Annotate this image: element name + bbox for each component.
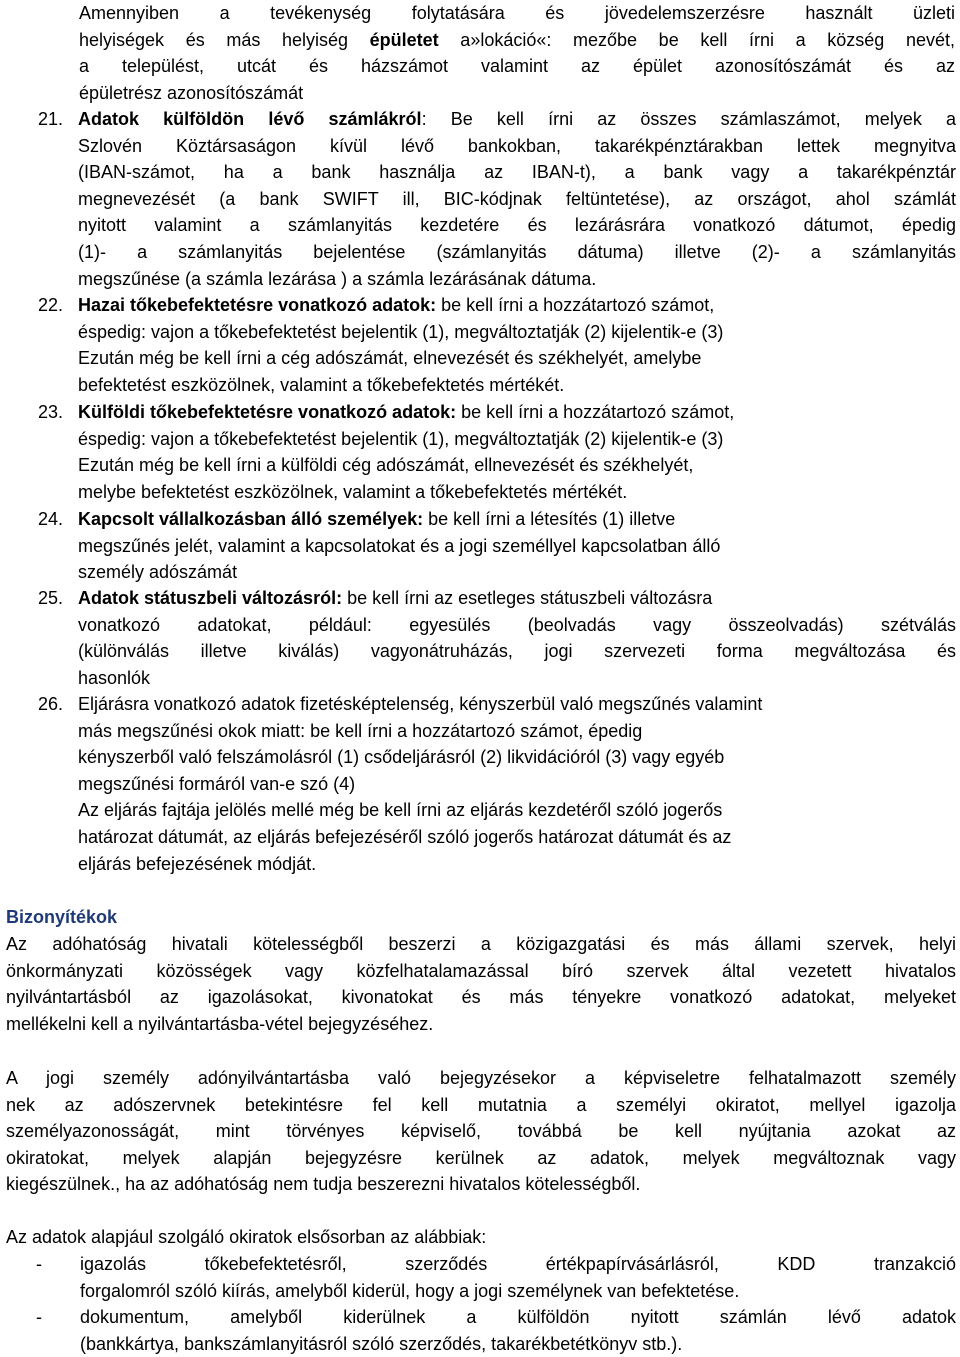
item-line: Adatok státuszbeli változásról: be kell írni az esetleges státuszbeli változásra	[78, 588, 713, 608]
item-line: más megszűnési okok miatt: be kell írni a hozzátartozó számot, épedig	[78, 720, 643, 741]
item-body	[78, 585, 956, 691]
item-number: 26.	[38, 694, 64, 714]
intro-keyword: épületet	[369, 29, 439, 50]
item-line: Eljárásra vonatkozó adatok fizetésképtelenség, kényszerbül való megszűnés valamint	[78, 694, 763, 714]
item-line: (IBAN-számot, ha a bank használja az IBAN-t), a bank vagy a takarékpénztár	[78, 162, 956, 183]
item-line: éspedig: vajon a tőkebefektetést bejelentik (1), megváltoztatják (2) kijelentik-e (3)	[78, 428, 724, 449]
paragraph-line: okiratokat, melyek alapján bejegyzésre kerülnek az adatok, melyek megváltoznak vagy	[6, 1147, 956, 1168]
intro-line: helyiségek és más helyiség épületet a»lokáció«: mezőbe be kell írni a község nevét,	[79, 29, 955, 50]
bullet-line: dokumentum, amelyből kiderülnek a külföldön nyitott számlán lévő adatok	[80, 1307, 956, 1327]
item-line: Adatok külföldön lévő számlákról: Be kell írni az összes számlaszámot, melyek a	[78, 109, 956, 129]
intro-paragraph	[79, 0, 955, 106]
item-line: Az eljárás fajtája jelölés mellé még be kell írni az eljárás kezdetéről szóló jogerős	[78, 800, 723, 821]
item-body	[78, 399, 956, 505]
paragraph-line: nyilvántartásból az igazolásokat, kivonatokat és más tényekre vonatkozó adatokat, melyeket	[6, 987, 956, 1008]
item-line: Kapcsolt vállalkozásban álló személyek: be kell írni a létesítés (1) illetve	[78, 509, 676, 529]
list-item-22	[38, 292, 956, 398]
item-title: Kapcsolt vállalkozásban álló személyek:	[78, 509, 424, 529]
item-line: melybe befektetést eszközölnek, valamint a tőkebefektetés mértékét.	[78, 481, 628, 502]
item-line: megszűnési formáról van-e szó (4)	[78, 773, 356, 794]
item-body	[78, 506, 956, 586]
paragraph-2	[6, 1065, 956, 1198]
paragraph-line: nek az adószervnek betekintésre fel kell mutatnia a személyi okiratot, mellyel igazolja	[6, 1094, 956, 1115]
paragraph-line: önkormányzati közösségek vagy közfelhatalamazással bíró szervek által vezetett hivatalos	[6, 960, 956, 981]
intro-line: Amennyiben a tevékenység folytatására és jövedelemszerzésre használt üzleti	[79, 3, 955, 23]
list-item-26	[38, 691, 956, 877]
bullet-line: igazolás tőkebefektetésről, szerződés értékpapírvásárlásról, KDD tranzakció	[80, 1254, 956, 1274]
item-body	[78, 106, 956, 292]
paragraph-line: Az adatok alapjául szolgáló okiratok elsősorban az alábbiak:	[6, 1227, 487, 1247]
intro-line: a települést, utcát és házszámot valamint az épület azonosítószámát és az	[79, 56, 955, 77]
item-title: Hazai tőkebefektetésre vonatkozó adatok:	[78, 295, 437, 315]
list-item-21	[38, 106, 956, 292]
list-item-23	[38, 399, 956, 505]
item-line: Külföldi tőkebefektetésre vonatkozó adatok: be kell írni a hozzátartozó számot,	[78, 402, 735, 422]
item-body	[78, 691, 956, 877]
paragraph-line: kiegészülnek., ha az adóhatóság nem tudja beszerezni hivatalos kötelességből.	[6, 1174, 641, 1195]
bullet-text	[80, 1251, 956, 1304]
item-number: 22.	[38, 295, 64, 315]
intro-line: épületrész azonosítószámát	[79, 82, 304, 103]
item-line: befektetést eszközölnek, valamint a tőkebefektetés mértékét.	[78, 374, 565, 395]
item-line: kényszerből való felszámolásról (1) csődeljárásról (2) likvidációról (3) vagy egyéb	[78, 747, 725, 768]
bullet-item-2	[36, 1304, 956, 1357]
paragraph-line: Az adóhatóság hivatali kötelességből beszerzi a közigazgatási és más állami szervek, helyi	[6, 934, 956, 954]
item-title: Adatok külföldön lévő számlákról	[78, 109, 422, 129]
item-line: személy adószámát	[78, 562, 238, 583]
paragraph-1	[6, 931, 956, 1037]
item-number: 21.	[38, 109, 64, 129]
item-title: Külföldi tőkebefektetésre vonatkozó adatok:	[78, 402, 457, 422]
item-line: (különválás illetve kiválás) vagyonátruházás, jogi szervezeti forma megváltozása és	[78, 641, 956, 662]
bullet-line: forgalomról szóló kiírás, amelyből kiderül, hogy a jogi személynek van befektetése.	[80, 1280, 740, 1301]
item-title: Adatok státuszbeli változásról:	[78, 588, 343, 608]
paragraph-line: A jogi személy adónyilvántartásba való bejegyzésekor a képviseletre felhatalmazott személy	[6, 1068, 956, 1088]
item-line: nyitott valamint a számlanyitás kezdetére és lezárásrára vonatkozó dátumot, épedig	[78, 215, 956, 236]
item-line: eljárás befejezésének módját.	[78, 853, 317, 874]
item-number: 25.	[38, 588, 64, 608]
item-line: határozat dátumát, az eljárás befejezéséről szóló jogerős határozat dátumát és az	[78, 826, 732, 847]
bullet-item-1	[36, 1251, 956, 1304]
item-line: Ezután még be kell írni a cég adószámát, elnevezését és székhelyét, amelybe	[78, 348, 702, 369]
item-line: hasonlók	[78, 667, 151, 688]
paragraph-line: mellékelni kell a nyilvántartásba-vétel bejegyzéséhez.	[6, 1013, 434, 1034]
item-number: 23.	[38, 402, 64, 422]
item-line: (1)- a számlanyitás bejelentése (számlanyitás dátuma) illetve (2)- a számlanyitás	[78, 241, 956, 262]
list-item-24	[38, 506, 956, 586]
item-line: vonatkozó adatokat, például: egyesülés (beolvadás vagy összeolvadás) szétválás	[78, 614, 956, 635]
paragraph-line: személyazonosságát, mint törvényes képviselő, továbbá be kell nyújtania azokat az	[6, 1121, 956, 1142]
item-number: 24.	[38, 509, 64, 529]
item-line: megszűnése (a számla lezárása ) a számla lezárásának dátuma.	[78, 268, 597, 289]
item-line: Ezután még be kell írni a külföldi cég adószámát, ellnevezését és székhelyét,	[78, 455, 694, 476]
item-line: Szlovén Köztársaságon kívül lévő bankokban, takarékpénztárakban lettek megnyitva	[78, 135, 956, 156]
bullet-dash: -	[36, 1254, 42, 1274]
bullet-text	[80, 1304, 956, 1357]
bullet-dash: -	[36, 1307, 42, 1327]
paragraph-3	[6, 1224, 956, 1251]
item-line: megszűnés jelét, valamint a kapcsolatokat és a jogi személlyel kapcsolatban álló	[78, 535, 721, 556]
bullet-line: (bankkártya, bankszámlanyitásról szóló szerződés, takarékbetétkönyv stb.).	[80, 1333, 683, 1354]
section-heading: Bizonyítékok	[6, 907, 118, 927]
item-line: Hazai tőkebefektetésre vonatkozó adatok: be kell írni a hozzátartozó számot,	[78, 295, 715, 315]
item-body	[78, 292, 956, 398]
list-item-25	[38, 585, 956, 691]
item-line: éspedig: vajon a tőkebefektetést bejelentik (1), megváltoztatják (2) kijelentik-e (3)	[78, 321, 724, 342]
item-line: megnevezését (a bank SWIFT ill, BIC-kódjnak feltüntetése), az országot, ahol számlát	[78, 188, 956, 209]
